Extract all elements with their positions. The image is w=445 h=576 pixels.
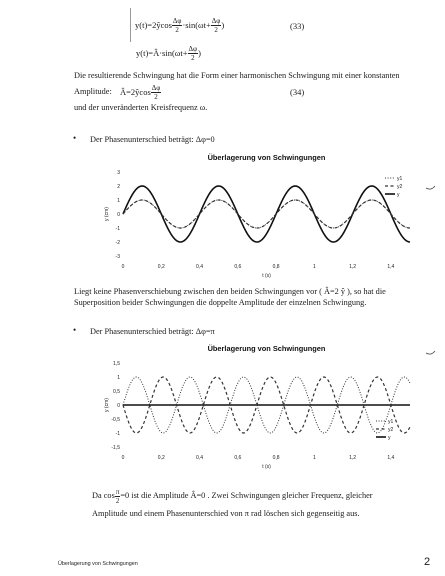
page-number: 2	[424, 556, 431, 568]
eq34-fraction: $\frac{\Delta\varphi}{2}$	[151, 83, 161, 101]
series-y	[123, 186, 410, 242]
legend-label-y: y	[388, 435, 391, 441]
y-axis-label: y (cm)	[104, 207, 110, 221]
eq33-rhs: )	[221, 20, 225, 30]
edge-mark	[426, 351, 435, 354]
y-tick-label: -2	[115, 240, 120, 246]
eq33-lhs: y(t)=2ŷcos	[135, 20, 172, 30]
da-fraction: $\frac{\pi}{2}$	[115, 487, 120, 505]
y-tick-label: 0	[117, 212, 120, 218]
x-tick-label: 0,6	[234, 455, 242, 461]
paragraph-amplitude: Amplitude und einem Phasenunterschied von π rad löschen sich gegenseitig aus.	[92, 509, 360, 518]
eq33-mid: ·sin(ωt+	[182, 20, 211, 30]
y-axis-label: y (cm)	[104, 398, 110, 412]
paragraph-liegt-1: Liegt keine Phasenverschiebung zwischen den beiden Schwingungen vor ( Â=2 ŷ ), so hat die	[74, 287, 386, 296]
y-tick-label: -1	[115, 431, 120, 437]
x-axis-label: t (s)	[262, 464, 271, 470]
amplitude-label: Amplitude:	[74, 87, 112, 96]
equation-33-number: (33)	[290, 21, 305, 31]
x-tick-label: 0,2	[157, 455, 165, 461]
y-tick-label: 0,5	[113, 389, 120, 395]
x-tick-label: 0,4	[196, 455, 204, 461]
paragraph-liegt-2: Superposition beider Schwingungen die doppelte Amplitude der einzelnen Schwingung.	[74, 298, 367, 307]
paragraph-resultierende: Die resultierende Schwingung hat die Form einer harmonischen Schwingung mit einer konstanten	[74, 71, 400, 80]
bullet-2-text: Der Phasenunterschied beträgt: Δφ=π	[90, 327, 215, 336]
bullet-dot-2: •	[73, 325, 77, 335]
bullet-1-text: Der Phasenunterschied beträgt: Δφ=0	[90, 135, 215, 144]
legend-label-y2: y2	[388, 427, 394, 433]
equation-b: y(t)=Â·sin(ωt+ $\frac{\Delta\varphi}{2}$ )	[136, 44, 201, 62]
chart-title: Überlagerung von Schwingungen	[207, 344, 326, 353]
y-tick-label: -1	[115, 226, 120, 232]
bullet-dot-1: •	[73, 133, 77, 143]
y-tick-label: -3	[115, 254, 120, 260]
footer-title: Überlagerung von Schwingungen	[58, 561, 138, 567]
eq33-fraction-1: $\frac{\Delta\varphi}{2}$	[172, 16, 182, 34]
x-tick-label: 0,6	[234, 264, 242, 270]
paragraph-da: Da cos $\frac{\pi}{2}$ =0 ist die Amplitude Â=0 . Zwei Schwingungen gleicher Frequenz, gleicher	[92, 487, 373, 505]
x-tick-label: 1,2	[349, 264, 357, 270]
equation-33	[130, 8, 224, 42]
x-tick-label: 1	[312, 264, 316, 270]
y-tick-label: 2	[117, 184, 120, 190]
chart-title: Überlagerung von Schwingungen	[207, 153, 326, 162]
y-tick-label: 3	[117, 170, 120, 176]
y-tick-label: 1	[117, 375, 120, 381]
x-tick-label: 0	[121, 264, 125, 270]
y-tick-label: 1,5	[113, 361, 120, 367]
chart-1	[80, 152, 440, 282]
x-tick-label: 0,8	[272, 455, 280, 461]
y-tick-label: 0	[117, 403, 120, 409]
chart-2	[80, 343, 440, 473]
equation-34-number: (34)	[290, 87, 305, 97]
x-tick-label: 0	[121, 455, 125, 461]
legend-label-y1: y1	[388, 419, 394, 425]
x-tick-label: 1,4	[387, 455, 395, 461]
edge-mark	[426, 186, 435, 189]
y-tick-label: -0,5	[111, 417, 120, 423]
eq33-fraction-2: $\frac{\Delta\varphi}{2}$	[211, 16, 221, 34]
x-tick-label: 1	[312, 455, 316, 461]
paragraph-kreisfrequenz: und der unveränderten Kreisfrequenz ω.	[74, 103, 208, 112]
x-tick-label: 0,8	[272, 264, 280, 270]
legend-label-y2: y2	[397, 184, 403, 190]
legend-label-y1: y1	[397, 176, 403, 182]
y-tick-label: 1	[117, 198, 120, 204]
equation-34: Â=2ŷcos $\frac{\Delta\varphi}{2}$	[120, 83, 161, 101]
x-tick-label: 1,4	[387, 264, 395, 270]
x-tick-label: 1,2	[349, 455, 357, 461]
x-tick-label: 0,2	[157, 264, 165, 270]
y-tick-label: -1,5	[111, 445, 120, 451]
x-axis-label: t (s)	[262, 273, 271, 279]
eq-b-fraction: $\frac{\Delta\varphi}{2}$	[188, 44, 198, 62]
legend-label-y: y	[397, 192, 400, 198]
x-tick-label: 0,4	[196, 264, 204, 270]
